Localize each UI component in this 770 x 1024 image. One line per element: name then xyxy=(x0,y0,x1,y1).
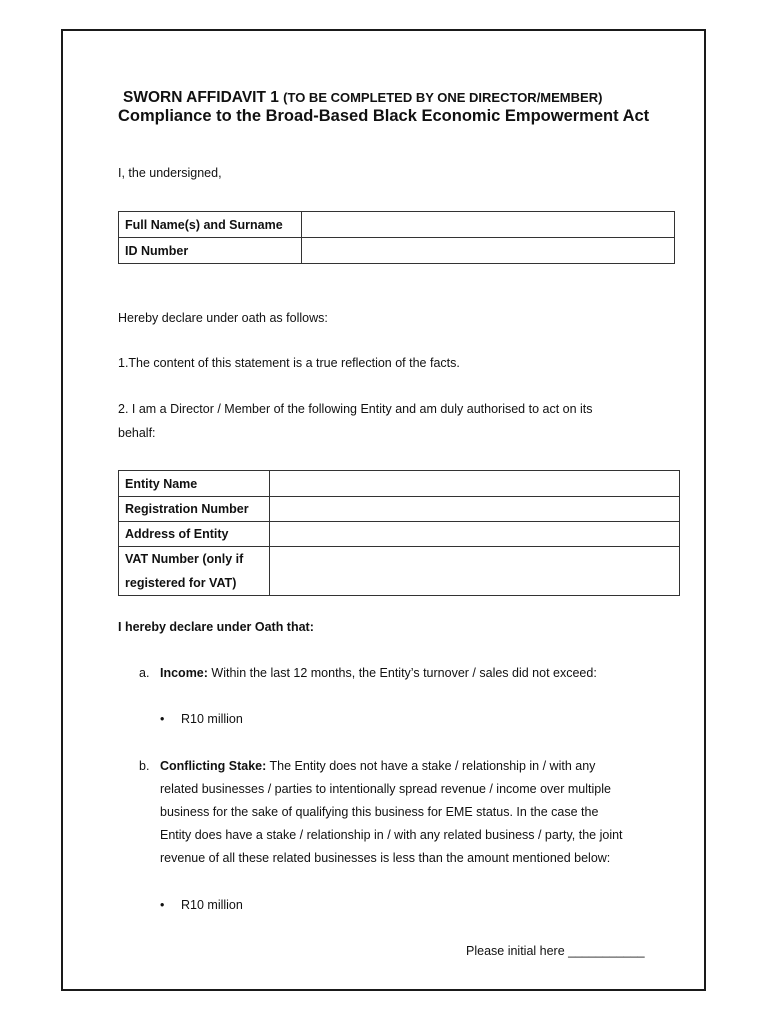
full-name-field[interactable] xyxy=(302,212,675,238)
initial-here xyxy=(466,944,645,958)
vat-number-label xyxy=(119,547,270,596)
item-b-line5: revenue of all these related businesses is less than the amount mentioned below: xyxy=(160,851,611,865)
statement-2-line1: 2. I am a Director / Member of the following Entity and am duly authorised to act on its xyxy=(118,402,593,416)
affidavit-title xyxy=(123,89,602,107)
conflicting-stake-label: Conflicting Stake: xyxy=(160,759,267,773)
address-of-entity-field[interactable] xyxy=(270,522,680,547)
registration-number-label: Registration Number xyxy=(119,497,270,522)
oath-heading: I hereby declare under Oath that: xyxy=(118,620,314,634)
initial-blank[interactable]: ___________ xyxy=(568,944,645,958)
registration-number-field[interactable] xyxy=(270,497,680,522)
id-number-field[interactable] xyxy=(302,238,675,264)
statement-2-line2: behalf: xyxy=(118,426,156,440)
person-details-table xyxy=(118,211,675,264)
conflicting-stake-text: The Entity does not have a stake / relationship in / with any xyxy=(266,759,596,773)
entity-name-field[interactable] xyxy=(270,471,680,497)
id-number-label: ID Number xyxy=(119,238,302,264)
affidavit-subtitle: Compliance to the Broad-Based Black Economic Empowerment Act xyxy=(118,107,650,125)
item-a-text xyxy=(160,666,597,680)
table-row xyxy=(119,522,680,547)
item-a-letter: a. xyxy=(139,666,150,680)
entity-details-table xyxy=(118,470,680,596)
table-row xyxy=(119,238,675,264)
table-row xyxy=(119,471,680,497)
full-name-label: Full Name(s) and Surname xyxy=(119,212,302,238)
vat-label-line1: VAT Number (only if xyxy=(125,552,244,566)
income-label: Income: xyxy=(160,666,208,680)
income-text: Within the last 12 months, the Entity’s turnover / sales did not exceed: xyxy=(207,666,597,680)
table-row xyxy=(119,497,680,522)
table-row xyxy=(119,212,675,238)
initial-label: Please initial here xyxy=(466,944,565,958)
item-b-bullet: R10 million xyxy=(181,898,243,912)
declare-intro: Hereby declare under oath as follows: xyxy=(118,311,328,325)
address-of-entity-label: Address of Entity xyxy=(119,522,270,547)
intro-text: I, the undersigned, xyxy=(118,166,222,180)
item-b-line4: Entity does have a stake / relationship in / with any related business / party, the joint xyxy=(160,828,623,842)
vat-number-field[interactable] xyxy=(270,547,680,596)
title-note: (TO BE COMPLETED BY ONE DIRECTOR/MEMBER) xyxy=(283,90,603,105)
item-b-letter: b. xyxy=(139,759,150,773)
entity-name-label: Entity Name xyxy=(119,471,270,497)
item-b-line1 xyxy=(160,759,595,773)
title-main: SWORN AFFIDAVIT 1 xyxy=(123,89,279,106)
vat-label-line2: registered for VAT) xyxy=(125,576,237,590)
item-b-line3: business for the sake of qualifying this business for EME status. In the case the xyxy=(160,805,599,819)
table-row xyxy=(119,547,680,596)
statement-1: 1.The content of this statement is a true reflection of the facts. xyxy=(118,356,460,370)
item-a-bullet: R10 million xyxy=(181,712,243,726)
bullet-icon: • xyxy=(160,712,165,726)
item-b-line2: related businesses / parties to intentionally spread revenue / income over multiple xyxy=(160,782,611,796)
bullet-icon: • xyxy=(160,898,165,912)
